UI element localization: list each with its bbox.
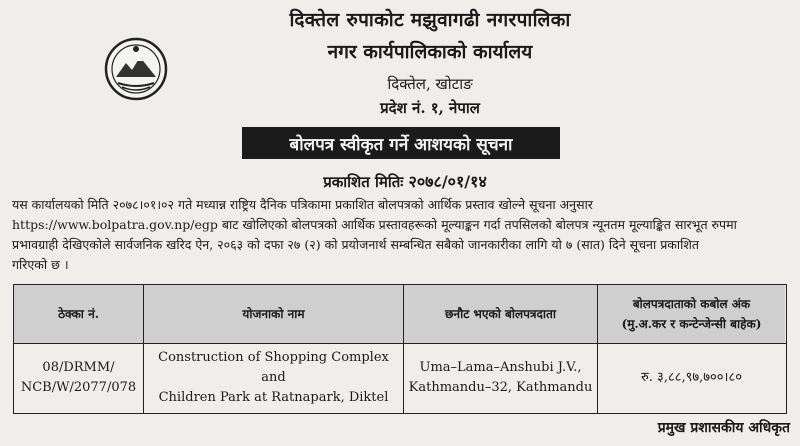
office-name: नगर कार्यपालिकाको कार्यालय [327,41,533,63]
notice-title-banner [242,127,560,159]
published-date: २०७८/०१/१४ [408,172,487,191]
header-contract-no: ठेक्का नं. [14,285,144,343]
cell-bidder [404,343,598,413]
body-line-4: गरिएको छ । [12,257,69,272]
province-line: प्रदेश नं. १, नेपाल [380,99,480,117]
header-amount [598,285,785,343]
published-label: प्रकाशित मितिः [323,173,404,191]
published-date-line [240,170,570,192]
body-line-3: प्रभावग्राही देखिएकोले सार्वजनिक खरिद ऐन, २०६३ को दफा २७ (२) को प्रयोजनार्थ सम्बन्धित सबैको जानकारीका लागि यो ७ (सात) दिने सूचना प्रकाशित [12,237,700,252]
project-line1: Construction of Shopping Complex and [158,350,389,385]
cell-contract-no [14,343,144,413]
project-line2: Children Park at Ratnapark, Diktel [158,390,389,405]
municipality-emblem-icon [104,37,168,101]
bidder-line1: Uma–Lama–Anshubi J.V., [419,360,582,375]
header-bidder: छनौट भएको बोलपत्रदाता [404,285,598,343]
header-project-name: योजनाको नाम [144,285,404,343]
bid-table [13,284,787,414]
contract-no-line2: NCB/W/2077/078 [20,380,137,395]
header-amount-line2: (मु.अ.कर र कन्टेन्जेन्सी बाहेक) [621,317,762,331]
bidder-line2: Kathmandu–32, Kathmandu [408,380,593,395]
body-line-1: यस कार्यालयको मिति २०७८।०१।०२ गते मध्यान्न राष्ट्रिय दैनिक पत्रिकामा प्रकाशित बोलपत्रको आर्थिक प्रस्ताव खोल्ने सूचना अनुसार [12,197,593,212]
cell-amount: रु. ३,८८,९७,७००।८० [641,370,742,385]
municipality-name: दिक्तेल रुपाकोट मझुवागढी नगरपालिका [289,9,571,31]
notice-title: बोलपत्र स्वीकृत गर्ने आशयको सूचना [289,134,513,155]
body-line-2: https://www.bolpatra.gov.np/egp बाट खोलिएको बोलपत्रको आर्थिक प्रस्तावहरूको मूल्याङ्कन गर्दा तपसिलको बोलपत्र न्यूनतम मूल्याङ्कित सारभूत रुपमा [12,217,737,232]
contract-no-line1: 08/DRMM/ [42,360,115,375]
signatory-title: प्रमुख प्रशासकीय अधिकृत [657,420,790,436]
notice-body [12,195,788,275]
cell-project-name [144,343,404,413]
office-address: दिक्तेल, खोटाङ [387,75,473,93]
header-amount-line1: बोलपत्रदाताको कबोल अंक [632,297,751,311]
